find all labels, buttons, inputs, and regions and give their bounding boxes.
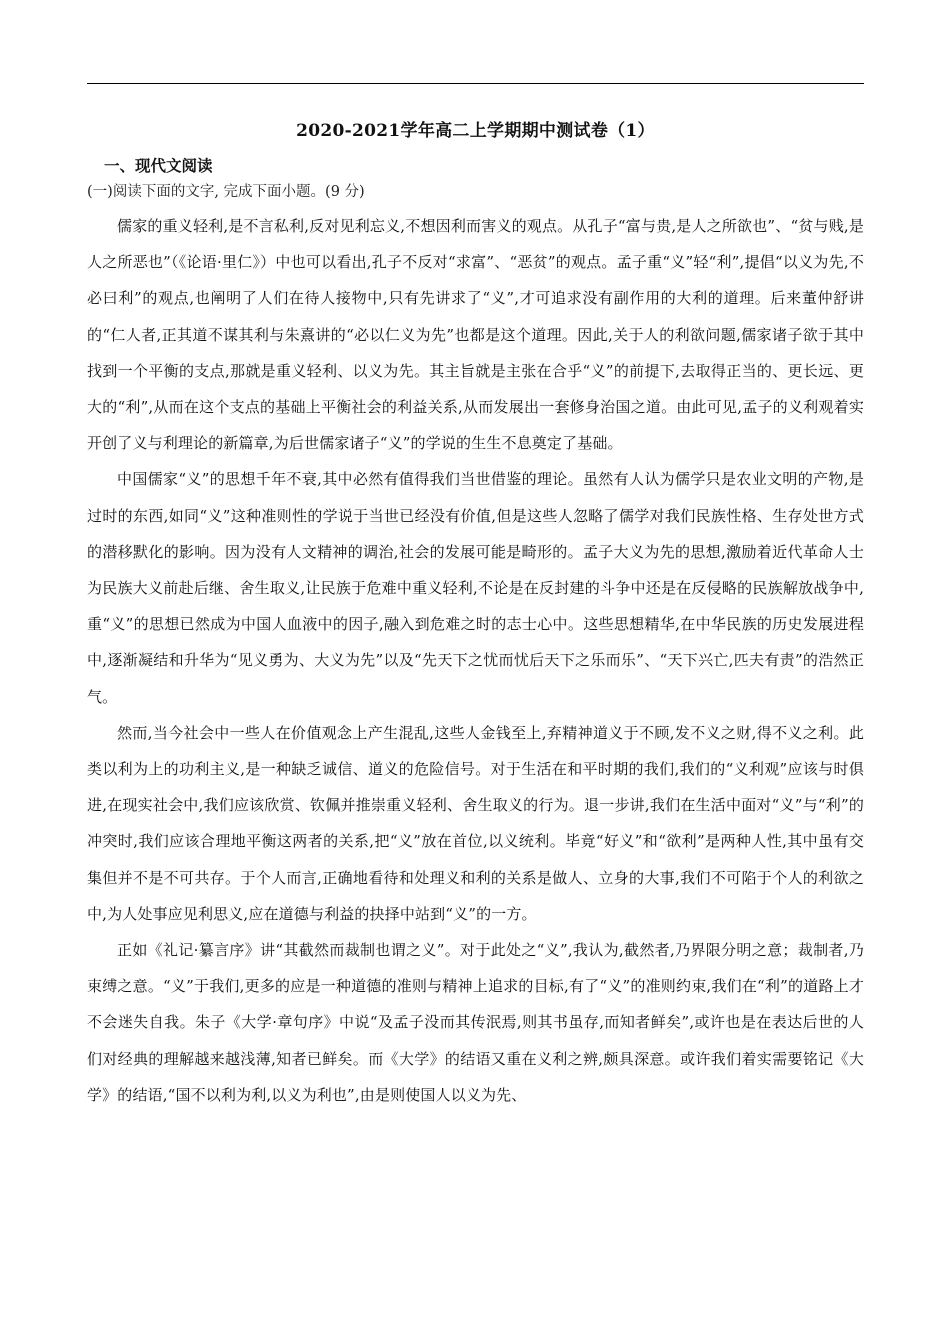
paragraph-4: 正如《礼记·纂言序》讲“其截然而裁制也谓之义”。对于此处之“义”,我认为,截然者,乃界限分明之意；裁制者,乃束缚之意。“义”于我们,更多的应是一种道德的准则与精神上追求的目标,有了“义”的准则约束,我们在“利”的道路上才不会迷失自我。朱子《大学·章句序》中说“及孟子没而其传泯焉,则其书虽存,而知者鲜矣”,或许也是在表达后世的人们对经典的理解越来越浅薄,知者已鲜矣。而《大学》的结语又重在义利之辨,颇具深意。或许我们着实需要铭记《大学》的结语,“国不以利为利,以义为利也”,由是则使国人以义为先、 — [87, 941, 864, 1104]
paragraph-2: 中国儒家“义”的思想千年不衰,其中必然有值得我们当世借鉴的理论。虽然有人认为儒学只是农业文明的产物,是过时的东西,如同“义”这种准则性的学说于当世已经没有价值,但是这些人忽略了儒学对我们民族性格、生存处世方式的潜移默化的影响。因为没有人文精神的调治,社会的发展可能是畸形的。孟子大义为先的思想,激励着近代革命人士为民族大义前赴后继、舍生取义,让民族于危难中重义轻利,不论是在反封建的斗争中还是在反侵略的民族解放战争中,重“义”的思想已然成为中国人血液中的因子,融入到危难之时的志士心中。这些思想精华,在中华民族的历史发展进程中,逐渐凝结和升华为“见义勇为、大义为先”以及“先天下之忧而忧后天下之乐而乐”、“天下兴亡,匹夫有责”的浩然正气。 — [87, 470, 864, 706]
reading-passage — [87, 208, 864, 1113]
page-title: 2020-2021学年高二上学期期中测试卷（1） — [296, 121, 655, 141]
paragraph-1: 儒家的重义轻利,是不言私利,反对见利忘义,不想因利而害义的观点。从孔子“富与贵,是人之所欲也”、“贫与贱,是人之所恶也”（《论语·里仁》）中也可以看出,孔子不反对“求富”、“恶贫”的观点。孟子重“义”轻“利”,提倡“以义为先,不必曰利”的观点,也阐明了人们在待人接物中,只有先讲求了“义”,才可追求没有副作用的大利的道理。后来董仲舒讲的“仁人者,正其道不谋其利与朱熹讲的“必以仁义为先”也都是这个道理。因此,关于人的利欲问题,儒家诸子欲于其中找到一个平衡的支点,那就是重义轻利、以义为先。其主旨就是主张在合乎“义”的前提下,去取得正当的、更长远、更大的“利”,从而在这个支点的基础上平衡社会的利益关系,从而发展出一套修身治国之道。由此可见,孟子的义利观着实开创了义与利理论的新篇章,为后世儒家诸子“义”的学说的生生不息奠定了基础。 — [87, 217, 864, 453]
section-heading: 一、现代文阅读 — [104, 156, 213, 175]
header-rule — [87, 83, 864, 84]
section-instructions: (一)阅读下面的文字, 完成下面小题。(9 分) — [87, 184, 365, 200]
paragraph-3: 然而,当今社会中一些人在价值观念上产生混乱,这些人金钱至上,弃精神道义于不顾,发不义之财,得不义之利。此类以利为上的功利主义,是一种缺乏诚信、道义的危险信号。对于生活在和平时期的我们,我们的“义利观”应该与时俱进,在现实社会中,我们应该欣赏、钦佩并推崇重义轻利、舍生取义的行为。退一步讲,我们在生活中面对“义”与“利”的冲突时,我们应该合理地平衡这两者的关系,把“义”放在首位,以义统利。毕竟“好义”和“欲利”是两种人性,其中虽有交集但并不是不可共存。于个人而言,正确地看待和处理义和利的关系是做人、立身的大事,我们不可陷于个人的利欲之中,为人处事应见利思义,应在道德与利益的抉择中站到“义”的一方。 — [87, 723, 864, 923]
